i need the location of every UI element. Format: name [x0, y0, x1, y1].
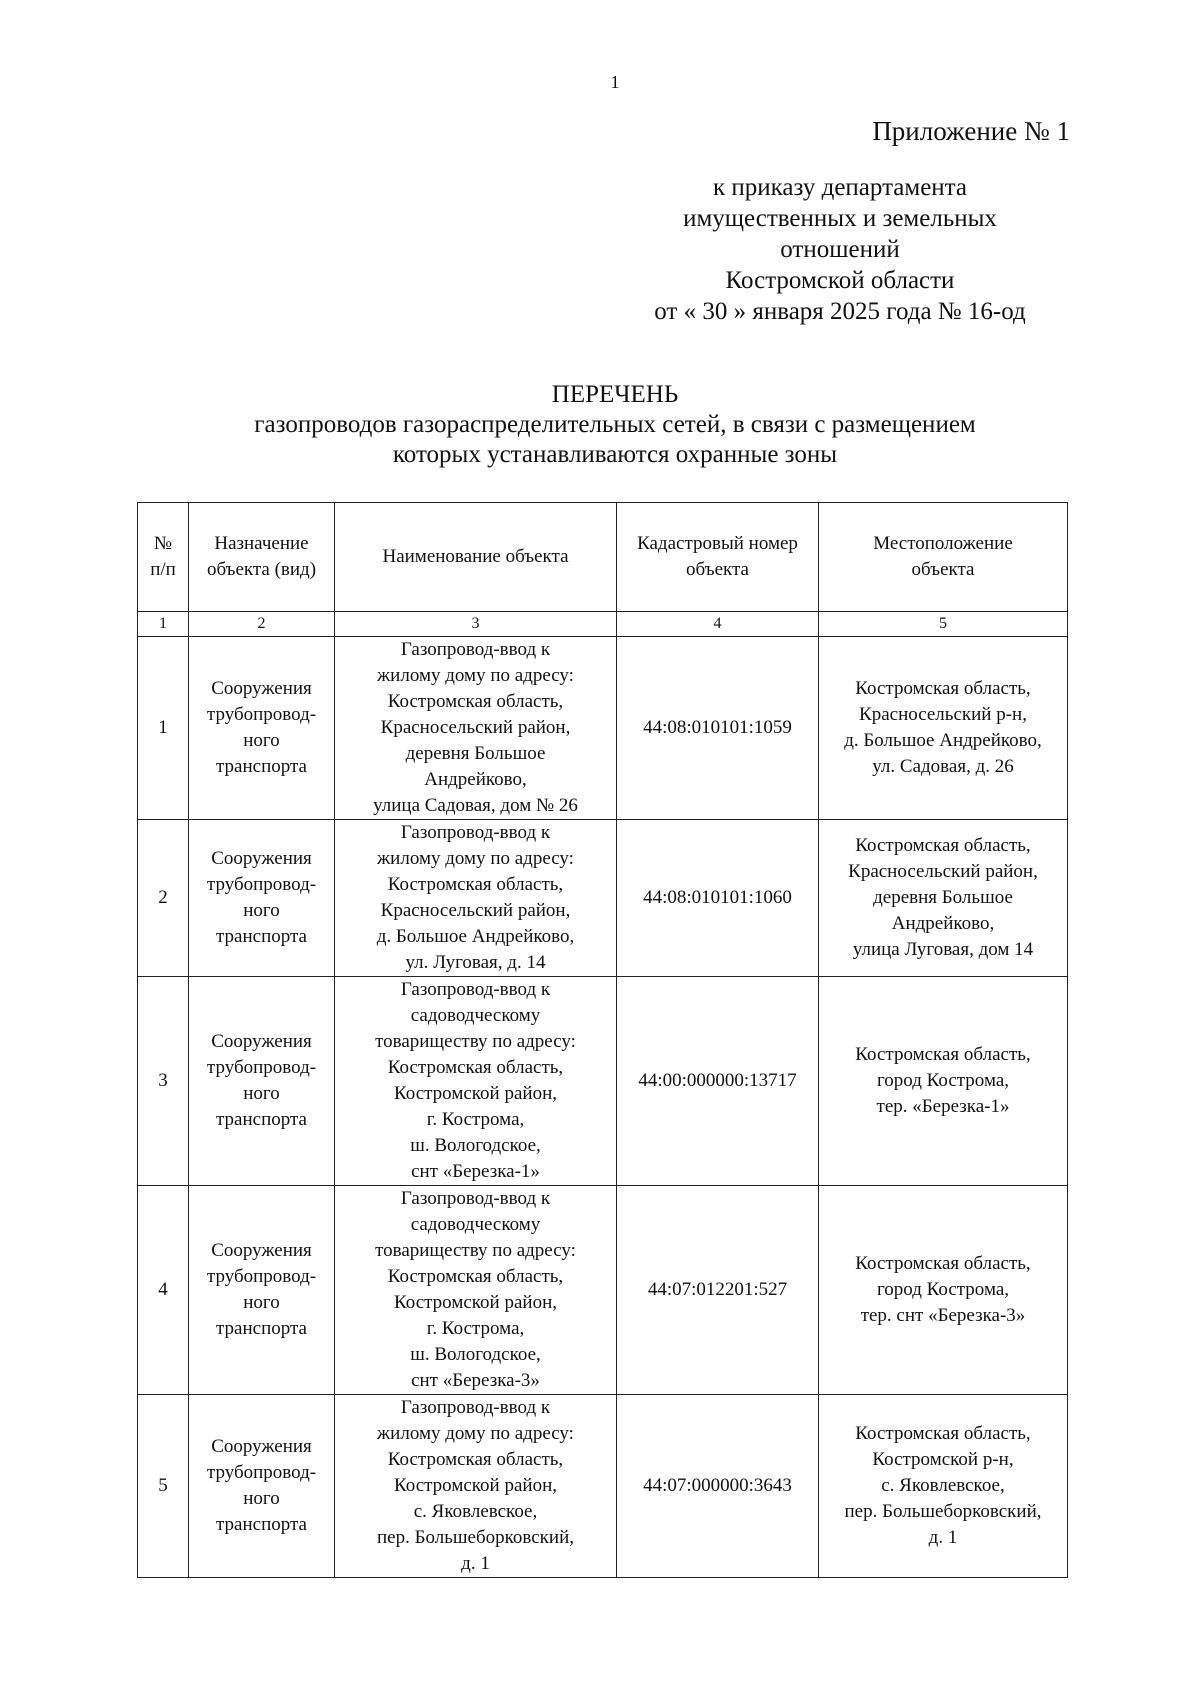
object-purpose — [189, 977, 335, 1186]
object-location-line: Костромская область, — [855, 1423, 1031, 1444]
object-name-line: товариществу по адресу: — [375, 1240, 576, 1261]
object-name-line: с. Яковлевское, — [413, 1501, 538, 1522]
row-number: 2 — [138, 820, 189, 977]
object-name-line: жилому дому по адресу: — [377, 1423, 574, 1444]
order-date-line: от « 30 » января 2025 года № 16-од — [654, 298, 1026, 325]
object-location-line: деревня Большое — [873, 887, 1013, 908]
object-location-line: Андрейково, — [891, 913, 995, 934]
object-location-line: Костромская область, — [855, 1044, 1031, 1065]
object-location — [819, 1186, 1068, 1395]
header-name: Наименование объекта — [335, 503, 617, 612]
object-purpose-line: ного — [243, 1083, 280, 1104]
object-name-line: пер. Большеборковский, — [376, 1527, 574, 1548]
object-name-line: Костромской район, — [394, 1292, 557, 1313]
object-purpose-line: ного — [243, 1488, 280, 1509]
object-purpose-line: Сооружения — [211, 1031, 312, 1052]
object-location-line: Красносельский р-н, — [859, 704, 1027, 725]
cadastral-number: 44:00:000000:13717 — [617, 977, 819, 1186]
object-name — [335, 1186, 617, 1395]
object-location — [819, 1395, 1068, 1578]
object-name-line: Красносельский район, — [380, 717, 571, 738]
table-row — [138, 637, 1068, 820]
object-purpose-line: транспорта — [216, 1514, 307, 1535]
object-name-line: товариществу по адресу: — [375, 1031, 576, 1052]
order-line: к приказу департамента — [712, 174, 968, 201]
object-name-line: жилому дому по адресу: — [377, 665, 574, 686]
cadastral-number: 44:07:012201:527 — [617, 1186, 819, 1395]
object-name-line: Костромская область, — [387, 874, 564, 895]
object-location-line: пер. Большеборковский, — [844, 1501, 1042, 1522]
object-purpose — [189, 1186, 335, 1395]
object-name-line: д. Большое Андрейково, — [376, 926, 575, 947]
object-purpose-line: ного — [243, 1292, 280, 1313]
row-number: 4 — [138, 1186, 189, 1395]
table-row — [138, 820, 1068, 977]
table-header-row — [138, 503, 1068, 612]
table-row — [138, 1395, 1068, 1578]
object-name-line: г. Кострома, — [426, 1318, 525, 1339]
document-title — [0, 380, 1200, 470]
object-location-line: д. 1 — [928, 1527, 958, 1548]
object-location-line: Костромская область, — [855, 1253, 1031, 1274]
object-name-line: Костромская область, — [387, 691, 564, 712]
object-name-line: садоводческому — [410, 1005, 541, 1026]
object-name-line: Костромская область, — [387, 1057, 564, 1078]
object-purpose-line: Сооружения — [211, 1436, 312, 1457]
column-number: 5 — [819, 612, 1068, 637]
object-name-line: ш. Вологодское, — [410, 1344, 541, 1365]
object-location-line: ул. Садовая, д. 26 — [872, 756, 1014, 777]
object-purpose-line: транспорта — [216, 1109, 307, 1130]
title-sub-line: газопроводов газораспределительных сетей, в связи с размещением — [254, 411, 976, 438]
object-location — [819, 637, 1068, 820]
object-location-line: улица Луговая, дом 14 — [852, 939, 1034, 960]
object-location-line: тер. «Березка-1» — [876, 1096, 1010, 1117]
object-name-line: улица Садовая, дом № 26 — [373, 795, 578, 816]
object-name-line: Газопровод-ввод к — [400, 1397, 551, 1418]
order-line: Костромской области — [725, 267, 955, 294]
object-purpose-line: Сооружения — [211, 678, 312, 699]
object-purpose — [189, 1395, 335, 1578]
order-line: отношений — [780, 236, 900, 263]
header-purpose: Назначение объекта (вид) — [189, 503, 335, 612]
column-number: 2 — [189, 612, 335, 637]
object-purpose-line: ного — [243, 730, 280, 751]
object-purpose — [189, 820, 335, 977]
page-number: 1 — [610, 72, 620, 92]
table-row — [138, 977, 1068, 1186]
column-number-row — [138, 612, 1068, 637]
object-location-line: Костромская область, — [855, 678, 1031, 699]
object-purpose-line: ного — [243, 900, 280, 921]
row-number: 1 — [138, 637, 189, 820]
object-name-line: снт «Березка-1» — [411, 1161, 540, 1182]
object-location-line: Костромской р-н, — [872, 1449, 1014, 1470]
object-name-line: Красносельский район, — [380, 900, 571, 921]
column-number: 3 — [335, 612, 617, 637]
object-name-line: Костромской район, — [394, 1475, 557, 1496]
object-location-line: город Кострома, — [876, 1070, 1010, 1091]
object-name — [335, 820, 617, 977]
column-number: 1 — [138, 612, 189, 637]
object-purpose-line: трубопровод- — [206, 1266, 317, 1287]
row-number: 3 — [138, 977, 189, 1186]
object-location-line: Костромская область, — [855, 835, 1031, 856]
object-name-line: Костромской район, — [394, 1083, 557, 1104]
object-name-line: садоводческому — [410, 1214, 541, 1235]
object-purpose-line: транспорта — [216, 1318, 307, 1339]
title-main: ПЕРЕЧЕНЬ — [551, 381, 679, 408]
object-name-line: Газопровод-ввод к — [400, 979, 551, 1000]
cadastral-number: 44:07:000000:3643 — [617, 1395, 819, 1578]
order-line: имущественных и земельных — [683, 205, 997, 232]
object-name-line: Костромская область, — [387, 1449, 564, 1470]
table-row — [138, 1186, 1068, 1395]
object-name — [335, 977, 617, 1186]
object-location-line: город Кострома, — [876, 1279, 1010, 1300]
object-purpose — [189, 637, 335, 820]
object-location-line: с. Яковлевское, — [881, 1475, 1005, 1496]
pipelines-table — [137, 502, 1068, 1578]
object-purpose-line: трубопровод- — [206, 1057, 317, 1078]
cadastral-number: 44:08:010101:1060 — [617, 820, 819, 977]
object-name-line: Газопровод-ввод к — [400, 822, 551, 843]
object-name-line: ш. Вологодское, — [410, 1135, 541, 1156]
object-purpose-line: трубопровод- — [206, 874, 317, 895]
object-purpose-line: транспорта — [216, 926, 307, 947]
object-purpose-line: трубопровод- — [206, 1462, 317, 1483]
header-number: № п/п — [138, 503, 189, 612]
object-name-line: Газопровод-ввод к — [400, 1188, 551, 1209]
object-name-line: Андрейково, — [424, 769, 527, 790]
object-name-line: Газопровод-ввод к — [400, 639, 551, 660]
object-name-line: г. Кострома, — [426, 1109, 525, 1130]
object-location-line: Красносельский район, — [848, 861, 1038, 882]
cadastral-number: 44:08:010101:1059 — [617, 637, 819, 820]
object-purpose-line: Сооружения — [211, 848, 312, 869]
object-name — [335, 637, 617, 820]
row-number: 5 — [138, 1395, 189, 1578]
title-sub-line: которых устанавливаются охранные зоны — [392, 441, 838, 468]
object-purpose-line: Сооружения — [211, 1240, 312, 1261]
object-location — [819, 820, 1068, 977]
header-location: Местоположение объекта — [819, 503, 1068, 612]
object-name — [335, 1395, 617, 1578]
object-name-line: д. 1 — [461, 1553, 490, 1574]
object-name-line: деревня Большое — [405, 743, 546, 764]
object-location-line: д. Большое Андрейково, — [844, 730, 1042, 751]
header-cadastral: Кадастровый номер объекта — [617, 503, 819, 612]
object-name-line: жилому дому по адресу: — [377, 848, 574, 869]
object-name-line: снт «Березка-3» — [411, 1370, 540, 1391]
order-reference — [600, 172, 1080, 327]
column-number: 4 — [617, 612, 819, 637]
object-location-line: тер. снт «Березка-3» — [860, 1305, 1026, 1326]
object-name-line: ул. Луговая, д. 14 — [405, 952, 546, 973]
appendix-label: Приложение № 1 — [872, 116, 1070, 146]
object-purpose-line: транспорта — [216, 756, 307, 777]
object-name-line: Костромская область, — [387, 1266, 564, 1287]
object-purpose-line: трубопровод- — [206, 704, 317, 725]
object-location — [819, 977, 1068, 1186]
